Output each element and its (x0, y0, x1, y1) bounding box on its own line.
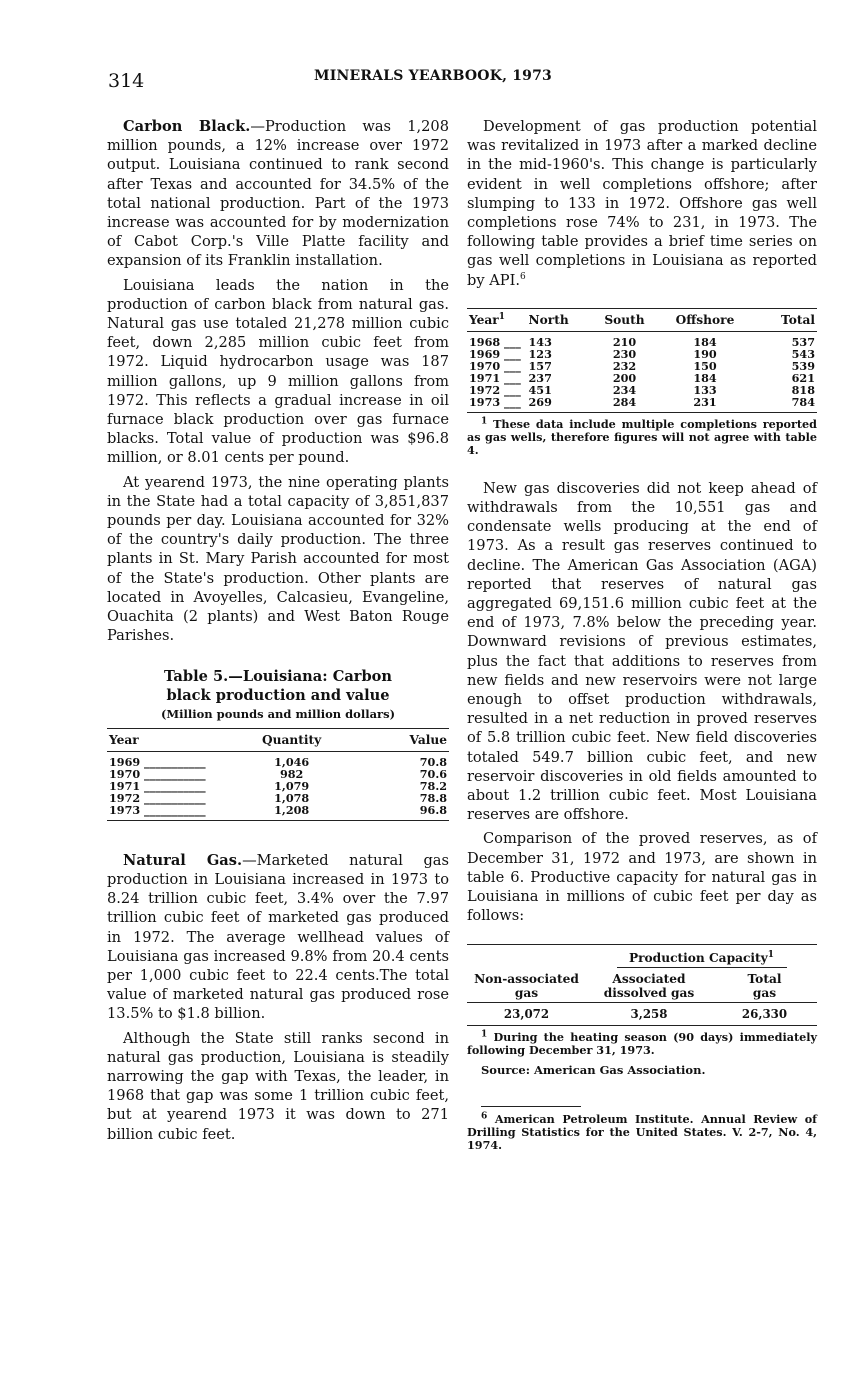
capacity-header-associated: Associated dissolved gas (603, 971, 695, 1000)
capacity-grid (467, 944, 817, 1026)
wells-row-cell: 200 (612, 370, 637, 385)
carbon-black-gas-paragraph: Louisiana leads the nation in the production of carbon black from natural gas. Natural gas use totaled 21,278 million cubic feet, down 2,285 million cubic feet from 1972. Liquid hydrocarbon usage was 187 million gallons, up 9 million gallons from 1972. This reflects a gradual increase in oil furnace black production over gas furnace blacks. Total value of production was $96.8 million, or 8.01 cents per pound. (107, 276, 449, 467)
well-completions-grid (467, 308, 817, 413)
footnote-6: $^6$ American Petroleum Institute. Annual Review of Drilling Statistics for the United States. V. 2-7, No. 4, 1974. (467, 1110, 817, 1152)
wells-header-south: South (604, 312, 645, 327)
comparison-paragraph: Comparison of the proved reserves, as of December 31, 1972 and 1973, are shown in table 6. Productive capacity for natural gas in Louisiana in millions of cubic feet per day as follows: (467, 830, 817, 925)
wells-row-cell: 543 (791, 346, 815, 361)
gap-paragraph: Although the State still ranks second in natural gas production, Louisiana is steadily narrowing the gap with Texas, the leader, in 1968 that gap was some 1 trillion cubic feet, but at yearend 1973 it was down to 271 billion cubic feet. (107, 1029, 449, 1143)
table-5-row-cell: 96.8 (419, 802, 447, 817)
carbon-black-paragraph (107, 117, 449, 271)
carbon-black-heading: Carbon Black. (123, 118, 251, 135)
wells-row-cell: 184 (693, 370, 717, 385)
footnote-divider (481, 1106, 581, 1107)
wells-row-cell: 1972 ___ (469, 382, 521, 397)
table-5-row-cell: 78.2 (419, 778, 447, 793)
capacity-value-nonassociated: 23,072 (503, 1006, 550, 1021)
wells-row-cell: 157 (528, 358, 552, 373)
wells-row-cell: 184 (693, 334, 717, 349)
wells-row-cell: 537 (791, 334, 815, 349)
table-5-row-cell: 1969 ___________ (109, 754, 206, 769)
wells-row-cell: 1971 ___ (469, 370, 521, 385)
wells-row-cell: 1969 ___ (469, 346, 521, 361)
table-5-row-cell: 982 (279, 766, 304, 781)
table-5-header-value: Value (409, 732, 447, 747)
wells-table-note: $^1$ These data include multiple completions reported as gas wells, therefore figures will not agree with table 4. (467, 416, 818, 457)
wells-row-cell: 230 (612, 346, 637, 361)
table-5-row (107, 768, 449, 780)
capacity-table (467, 944, 817, 1080)
capacity-span-header: Production Capacity$^1$ (586, 944, 817, 970)
wells-row-cell: 150 (693, 358, 717, 373)
well-completions-body (467, 331, 817, 412)
wells-header-total: Total (781, 312, 815, 327)
table-5-row-cell: 1,079 (274, 778, 310, 793)
table-5-row (107, 792, 449, 804)
wells-row-cell: 231 (693, 394, 717, 409)
carbon-black-text: —Production was 1,208 million pounds, a 12% increase over 1972 output. Louisiana continued to rank second after Texas and accounted for 34.5% of the total national production. Part of the 1973 increase was accounted for by modernization of Cabot Corp.'s Ville Platte facility and expansion of its Franklin installation. (107, 118, 449, 270)
table-5-row-cell: 1,078 (274, 790, 310, 805)
table-5-row-cell: 1972 ___________ (109, 790, 206, 805)
wells-row (467, 331, 817, 348)
table-5-row-cell: 78.8 (419, 790, 447, 805)
table-5-row-cell: 1,208 (274, 802, 310, 817)
table-5-row-cell: 70.8 (419, 754, 447, 769)
capacity-header-nonassociated: Non-associated gas (474, 971, 579, 1000)
table-5-body (107, 751, 449, 820)
wells-row-cell: 237 (528, 370, 552, 385)
capacity-value-associated: 3,258 (630, 1006, 668, 1021)
natural-gas-heading: Natural Gas. (123, 851, 243, 869)
wells-row (467, 396, 817, 413)
wells-row-cell: 190 (693, 346, 717, 361)
table-5-caption: Table 5.—Louisiana: Carbon black production and value (163, 668, 393, 705)
capacity-row (467, 1002, 817, 1025)
table-5-row-cell: 1970 ___________ (109, 766, 206, 781)
table-5-header-year: Year (109, 732, 139, 747)
plants-paragraph: At yearend 1973, the nine operating plants in the State had a total capacity of 3,851,837 pounds per day. Louisiana accounted for 32% of the country's daily production. The three plants in St. Mary Parish accounted for most of the State's production. Other plants are located in Avoyelles, Calcasieu, Evangeline, Ouachita (2 plants) and West Baton Rouge Parishes. (107, 473, 449, 645)
wells-row-cell: 133 (693, 382, 717, 397)
wells-row-cell: 143 (528, 334, 552, 349)
natural-gas-paragraph (107, 851, 449, 1024)
capacity-note: $^1$ During the heating season (90 days) immediately following December 31, 1973. (467, 1028, 817, 1057)
left-column (107, 117, 449, 1149)
capacity-header-total: Total gas (747, 971, 782, 1000)
right-column (467, 117, 817, 1152)
table-5-row (107, 751, 449, 768)
page-number: 314 (108, 70, 145, 92)
wells-row-cell: 210 (612, 334, 637, 349)
wells-row-cell: 451 (528, 382, 552, 397)
wells-row-cell: 1968 ___ (469, 334, 521, 349)
footnote-ref-6: 6 (520, 271, 526, 282)
wells-row-cell: 1970 ___ (469, 358, 521, 373)
wells-header-year: Year$^1$ (469, 311, 505, 327)
table-5 (107, 667, 449, 820)
natural-gas-text: —Marketed natural gas production in Louisiana increased in 1973 to 8.24 trillion cubic feet, 3.4% over the 7.97 trillion cubic feet of marketed gas produced in 1972. The average wellhead values of Louisiana gas increased 9.8% from 20.4 cents per 1,000 cubic feet to 22.4 cents.The total value of marketed natural gas produced rose 13.5% to $1.8 billion. (107, 851, 449, 1023)
wells-row-cell: 269 (528, 394, 552, 409)
table-5-grid (107, 728, 449, 821)
capacity-value-total: 26,330 (741, 1006, 788, 1021)
wells-header-offshore: Offshore (675, 312, 735, 327)
wells-row-cell: 539 (791, 358, 815, 373)
wells-row-cell: 232 (612, 358, 637, 373)
table-5-row-cell: 1973 ___________ (109, 802, 206, 817)
wells-row-cell: 621 (791, 370, 815, 385)
table-5-row-cell: 1,046 (274, 754, 310, 769)
development-paragraph (467, 117, 817, 290)
running-title: MINERALS YEARBOOK, 1973 (314, 68, 552, 84)
table-5-row (107, 780, 449, 792)
wells-row-cell: 284 (612, 394, 637, 409)
table-5-subcaption: (Million pounds and million dollars) (160, 707, 396, 722)
discoveries-paragraph: New gas discoveries did not keep ahead of withdrawals from the 10,551 gas and condensate wells producing at the end of 1973. As a result gas reserves continued to decline. The American Gas Association (AGA) reported that reserves of natural gas aggregated 69,151.6 million cubic feet at the end of 1973, 7.8% below the preceding year. Downward revisions of previous estimates, plus the fact that additions to reserves from new fields and new reservoirs were not large enough to offset production withdrawals, resulted in a net reduction in proved reserves of 5.8 trillion cubic feet. New field discoveries totaled 549.7 billion cubic feet, and new reservoir discoveries in old fields amounted to about 1.2 trillion cubic feet. Most Louisiana reserves are offshore. (467, 479, 817, 824)
table-5-row (107, 804, 449, 821)
wells-row-cell: 1973 ___ (469, 394, 521, 409)
wells-row-cell: 234 (612, 382, 637, 397)
well-completions-table (467, 308, 817, 457)
wells-row-cell: 123 (528, 346, 552, 361)
capacity-source: Source: American Gas Association. (481, 1062, 706, 1077)
wells-row-cell: 784 (791, 394, 815, 409)
wells-header-north: North (528, 312, 569, 327)
table-5-row-cell: 70.6 (419, 766, 447, 781)
table-5-header-quantity: Quantity (262, 732, 322, 747)
table-5-row-cell: 1971 ___________ (109, 778, 206, 793)
wells-row-cell: 818 (791, 382, 815, 397)
development-text: Development of gas production potential was revitalized in 1973 after a marked decline in the mid-1960's. This change is particularly evident in well completions offshore; after slumping to 133 in 1972. Offshore gas well completions rose 74% to 231, in 1973. The following table provides a brief time series on gas well completions in Louisiana as reported by API. (467, 118, 817, 289)
